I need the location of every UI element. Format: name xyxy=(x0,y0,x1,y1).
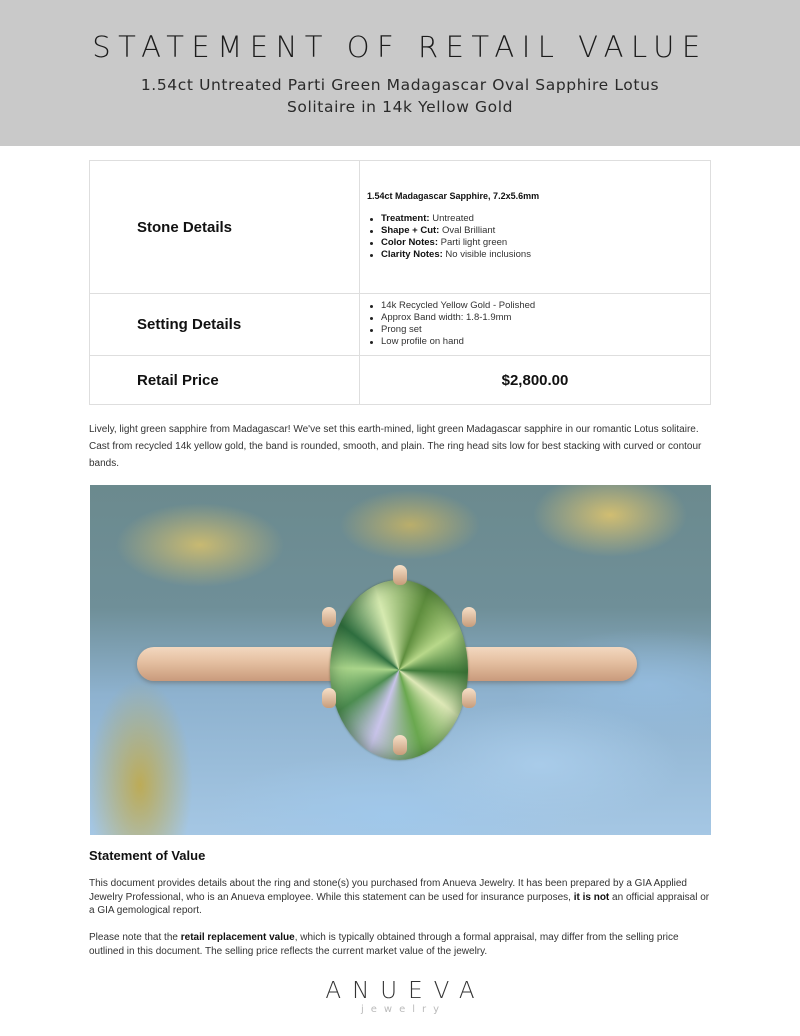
setting-details-row xyxy=(90,294,710,356)
prong-top-right xyxy=(462,607,476,627)
text: an official appraisal or a GIA gemological report. xyxy=(89,891,710,916)
retail-price-cell xyxy=(360,356,710,404)
prong-top xyxy=(393,565,407,585)
retail-price-row xyxy=(90,356,710,404)
setting-details-value xyxy=(360,294,710,355)
retail-price-value: $2,800.00 xyxy=(501,371,569,389)
stone-details-value xyxy=(360,161,710,293)
item-key: Color Notes: xyxy=(381,237,438,248)
list-item xyxy=(367,225,710,237)
list-item: Prong set xyxy=(367,324,710,336)
stone-details-row xyxy=(90,161,710,294)
prong-bottom xyxy=(393,735,407,755)
prong-top-left xyxy=(322,607,336,627)
setting-details-label: Setting Details xyxy=(90,294,360,355)
statement-paragraph-2 xyxy=(89,931,714,958)
item-key: Treatment: xyxy=(381,213,430,224)
prong-bottom-right xyxy=(462,688,476,708)
product-subtitle: 1.54ct Untreated Parti Green Madagascar Oval Sapphire Lotus Solitaire in 14k Yellow Gold xyxy=(140,76,660,116)
list-item xyxy=(367,213,710,225)
stone-heading: 1.54ct Madagascar Sapphire, 7.2x5.6mm xyxy=(367,191,540,201)
stone-details-label: Stone Details xyxy=(90,161,360,293)
text: This document provides details about the ring and stone(s) you purchased from Anueva Jewelry. It has been prepared by a GIA Applied Jewelry Professional, who is an Anueva employee. While this statement can be used for insurance purposes, xyxy=(89,878,687,903)
emphasis-text: retail replacement value xyxy=(180,932,295,943)
ring-photo xyxy=(90,485,711,835)
emphasis-text: it is not xyxy=(573,891,610,903)
prong-bottom-left xyxy=(322,688,336,708)
list-item xyxy=(367,249,710,261)
document-title: STATEMENT OF RETAIL VALUE xyxy=(92,30,708,64)
item-value: Oval Brilliant xyxy=(441,225,496,236)
details-table xyxy=(89,160,711,405)
sapphire-gem-shape xyxy=(330,580,468,760)
product-description: Lively, light green sapphire from Madagascar! We've set this earth-mined, light green Madagascar sapphire in our romantic Lotus solitaire. Cast from recycled 14k yellow gold, the band is rounded, smooth, and plain. The ring head sits low for best stacking with curved or contour bands. xyxy=(89,424,702,469)
list-item: Approx Band width: 1.8-1.9mm xyxy=(367,312,710,324)
stone-details-list xyxy=(367,213,710,261)
brand-tagline: jewelry xyxy=(360,1004,447,1015)
retail-price-label: Retail Price xyxy=(90,356,360,404)
item-key: Shape + Cut: xyxy=(381,225,440,236)
list-item: 14k Recycled Yellow Gold - Polished xyxy=(367,300,710,312)
item-value: No visible inclusions xyxy=(445,249,531,260)
setting-details-list xyxy=(367,300,710,348)
brand-logo xyxy=(0,978,800,1016)
list-item xyxy=(367,237,710,249)
item-value: Untreated xyxy=(432,213,474,224)
item-value: Parti light green xyxy=(440,237,508,248)
list-item: Low profile on hand xyxy=(367,336,710,348)
statement-paragraph-1 xyxy=(89,877,714,918)
text: Please note that the xyxy=(89,932,181,943)
item-key: Clarity Notes: xyxy=(381,249,443,260)
brand-name: ANUEVA xyxy=(325,978,486,1004)
text: , which is typically obtained through a formal appraisal, may differ from the selling price outlined in this document. The selling price reflects the current market value of the jewelry. xyxy=(89,932,679,957)
header-band xyxy=(0,0,800,146)
statement-heading: Statement of Value xyxy=(89,848,206,863)
